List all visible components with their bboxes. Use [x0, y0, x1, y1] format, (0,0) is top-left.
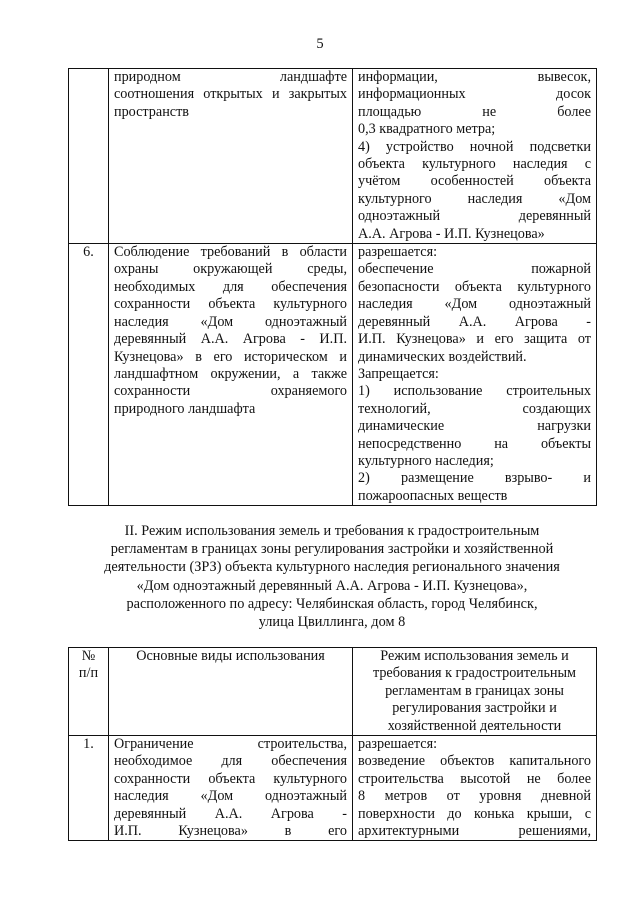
requirements-table-2 — [68, 647, 597, 841]
page-number: 5 — [316, 36, 324, 52]
requirement-text: Ограничение строительства, необходимое для обеспечения сохранности объекта культурного наследия «Дом одноэтажный деревянный А.А. Агрова - И.П. Кузнецова» в его — [109, 736, 353, 841]
requirement-text: природном ландшафте соотношения открытых и закрытых пространств — [109, 69, 353, 244]
column-header-regime: Режим использования земель и требования к градостроительным регламентам в границах зоны регулирования застройки и хозяйственной деятельности — [353, 648, 597, 736]
row-number: 1. — [69, 736, 109, 841]
regime-text: разрешается: обеспечение пожарной безопасности объекта культурного наследия «Дом одноэтажный деревянный А.А. Агрова - И.П. Кузнецова» и его защита от динамических воздействий. Запрещается: 1) использование строительных технологий, создающих динамические нагрузки непосредственно на объекты культурного наследия; 2) размещение взрыво- и пожароопасных веществ — [353, 244, 597, 506]
table-row — [69, 244, 597, 506]
table-row — [69, 69, 597, 244]
regime-text: разрешается: возведение объектов капитального строительства высотой не более 8 метров от уровня дневной поверхности до конька крыши, с архитектурными решениями, — [353, 736, 597, 841]
table-row — [69, 736, 597, 841]
section-title: II. Режим использования земель и требования к градостроительным регламентам в границах зоны регулирования застройки и хозяйственной деятельности (ЗРЗ) объекта культурного наследия регионального значения «Дом одноэтажный деревянный А.А. Агрова - И.П. Кузнецова», расположенного по адресу: Челябинская область, город Челябинск, улица Цвиллинга, дом 8 — [104, 523, 560, 631]
table-header-row — [69, 648, 597, 736]
column-header-number: № п/п — [69, 648, 109, 736]
row-number: 6. — [69, 244, 109, 506]
requirements-table-1 — [68, 68, 597, 506]
column-header-uses: Основные виды использования — [109, 648, 353, 736]
regime-text: информации, вывесок, информационных досок площадью не более 0,3 квадратного метра; 4) устройство ночной подсветки объекта культурного наследия с учётом особенностей объекта культурного наследия «Дом одноэтажный деревянный А.А. Агрова - И.П. Кузнецова» — [353, 69, 597, 244]
row-number — [69, 69, 109, 244]
requirement-text: Соблюдение требований в области охраны окружающей среды, необходимых для обеспечения сохранности объекта культурного наследия «Дом одноэтажный деревянный А.А. Агрова - И.П. Кузнецова» в его историческом и ландшафтном окружении, а также сохранности охраняемого природного ландшафта — [109, 244, 353, 506]
